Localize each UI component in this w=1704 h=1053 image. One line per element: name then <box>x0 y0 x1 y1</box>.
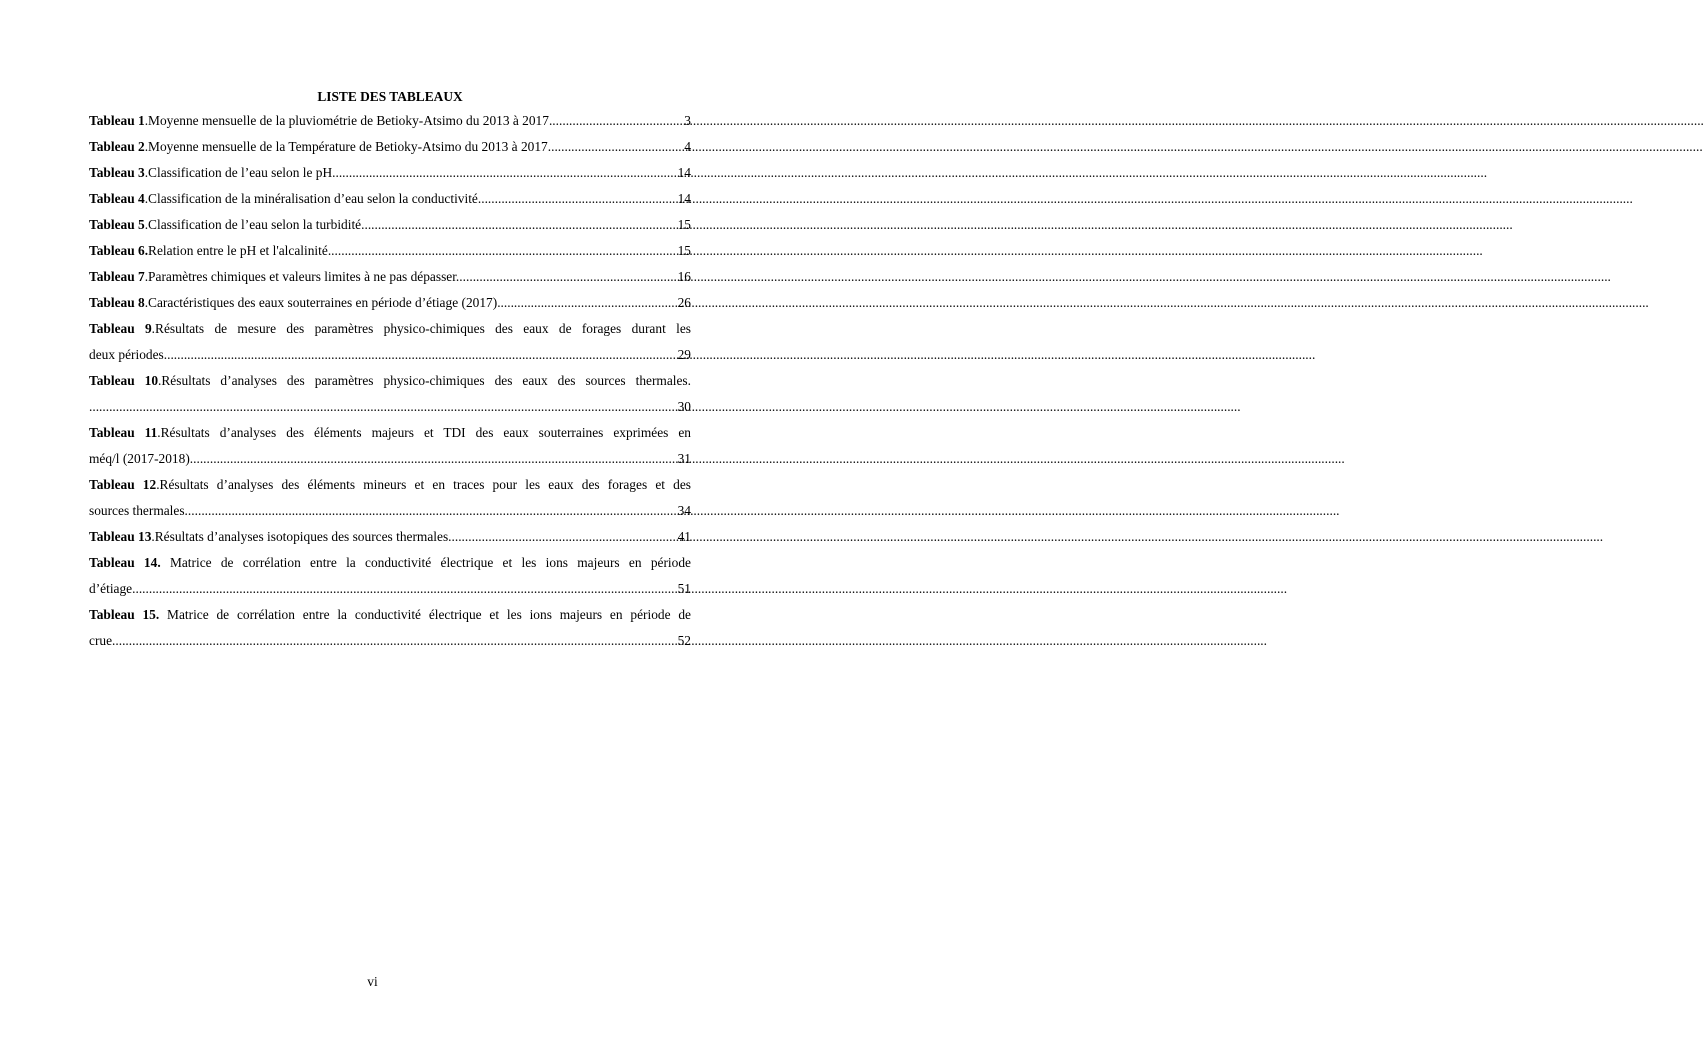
toc-entry-13[interactable] <box>89 524 691 550</box>
dot-leader <box>193 446 677 472</box>
dot-leader <box>331 238 677 264</box>
toc-label: Tableau 1 <box>89 113 145 128</box>
page-title: LISTE DES TABLEAUX <box>317 89 463 104</box>
toc-label: Tableau 3 <box>89 165 145 180</box>
toc-text: .Résultats d’analyses des paramètres physico-chimiques des eaux des sources thermales. <box>158 373 691 388</box>
toc-page: 15 <box>677 243 691 258</box>
toc-page: 52 <box>677 633 691 648</box>
toc-entry-15[interactable] <box>89 602 691 654</box>
toc-text-continued: sources thermales. <box>89 503 188 518</box>
toc-page: 26 <box>677 295 691 310</box>
toc-text: Relation entre le pH et l'alcalinité. <box>148 243 332 258</box>
toc-text: .Résultats d’analyses des éléments majeurs et TDI des eaux souterraines exprimées en <box>157 425 691 440</box>
toc-text: .Moyenne mensuelle de la Température de Betioky-Atsimo du 2013 à 2017. <box>144 139 552 154</box>
toc-page: 29 <box>677 347 691 362</box>
toc-page: 41 <box>677 529 691 544</box>
toc-label: Tableau 10 <box>89 373 159 388</box>
toc-entry-2[interactable] <box>89 134 691 160</box>
dot-leader <box>497 290 677 316</box>
dot-leader <box>551 134 684 160</box>
dot-leader <box>552 108 684 134</box>
toc-text: Matrice de corrélation entre la conductivité électrique et les ions majeurs en période <box>160 555 691 570</box>
dot-leader <box>335 160 677 186</box>
toc-label: Tableau 9 <box>89 321 152 336</box>
toc-label: Tableau 6. <box>89 243 149 258</box>
dot-leader <box>115 628 677 654</box>
toc-entry-14[interactable] <box>89 550 691 602</box>
toc-text-continued: deux périodes <box>89 347 164 362</box>
toc-page: 34 <box>677 503 691 518</box>
toc-label: Tableau 15. <box>89 607 160 622</box>
footer-page-number: vi <box>367 974 378 989</box>
toc-page: 51 <box>677 581 691 596</box>
toc-text: .Moyenne mensuelle de la pluviométrie de Betioky-Atsimo du 2013 à 2017. <box>144 113 553 128</box>
toc-entry-6[interactable] <box>89 238 691 264</box>
toc-text: Matrice de corrélation entre la conductivité électrique et les ions majeurs en période de <box>159 607 691 622</box>
toc-entry-9[interactable] <box>89 316 691 368</box>
dot-leader <box>188 498 678 524</box>
toc-page: 14 <box>677 165 691 180</box>
toc-text-continued: d’étiage. <box>89 581 136 596</box>
toc-label: Tableau 2 <box>89 139 145 154</box>
toc-text: .Classification de l’eau selon le pH. <box>144 165 336 180</box>
toc-page: 16 <box>677 269 691 284</box>
toc-page: 3 <box>684 113 691 128</box>
toc-page: 4 <box>684 139 691 154</box>
toc-text: .Résultats d’analyses des éléments mineurs et en traces pour les eaux des forages et des <box>156 477 691 492</box>
toc-entry-1[interactable] <box>89 108 691 134</box>
toc-text: .Résultats de mesure des paramètres physico-chimiques des eaux de forages durant les <box>151 321 691 336</box>
toc-page: 14 <box>677 191 691 206</box>
toc-entry-12[interactable] <box>89 472 691 524</box>
toc-text: .Classification de la minéralisation d’eau selon la conductivité. <box>144 191 482 206</box>
dot-leader <box>481 186 677 212</box>
toc-label: Tableau 8 <box>89 295 145 310</box>
toc-label: Tableau 4 <box>89 191 145 206</box>
toc-entry-5[interactable] <box>89 212 691 238</box>
toc-entry-10[interactable] <box>89 368 691 420</box>
toc-text: .Résultats d’analyses isotopiques des sources thermales. <box>151 529 452 544</box>
toc-page: 30 <box>677 399 691 414</box>
toc-entry-11[interactable] <box>89 420 691 472</box>
toc-text-continued: méq/l (2017-2018). <box>89 451 194 466</box>
toc-text: .Caractéristiques des eaux souterraines en période d’étiage (2017) <box>144 295 498 310</box>
dot-leader <box>89 394 678 420</box>
dot-leader <box>452 524 678 550</box>
dot-leader <box>361 212 677 238</box>
document-page <box>89 86 691 654</box>
toc-entry-3[interactable] <box>89 160 691 186</box>
toc-label: Tableau 7 <box>89 269 145 284</box>
toc-page: 31 <box>677 451 691 466</box>
toc-text: .Paramètres chimiques et valeurs limites à ne pas dépasser. <box>144 269 460 284</box>
toc-label: Tableau 13 <box>89 529 152 544</box>
toc-label: Tableau 5 <box>89 217 145 232</box>
dot-leader <box>164 342 678 368</box>
toc-page: 15 <box>677 217 691 232</box>
toc-text: .Classification de l’eau selon la turbidité <box>144 217 362 232</box>
toc-entry-8[interactable] <box>89 290 691 316</box>
dot-leader <box>135 576 677 602</box>
toc-entry-4[interactable] <box>89 186 691 212</box>
toc-entry-7[interactable] <box>89 264 691 290</box>
toc-label: Tableau 14. <box>89 555 161 570</box>
toc-label: Tableau 12 <box>89 477 157 492</box>
toc-label: Tableau 11 <box>89 425 158 440</box>
dot-leader <box>459 264 677 290</box>
toc-text-continued: crue. <box>89 633 116 648</box>
